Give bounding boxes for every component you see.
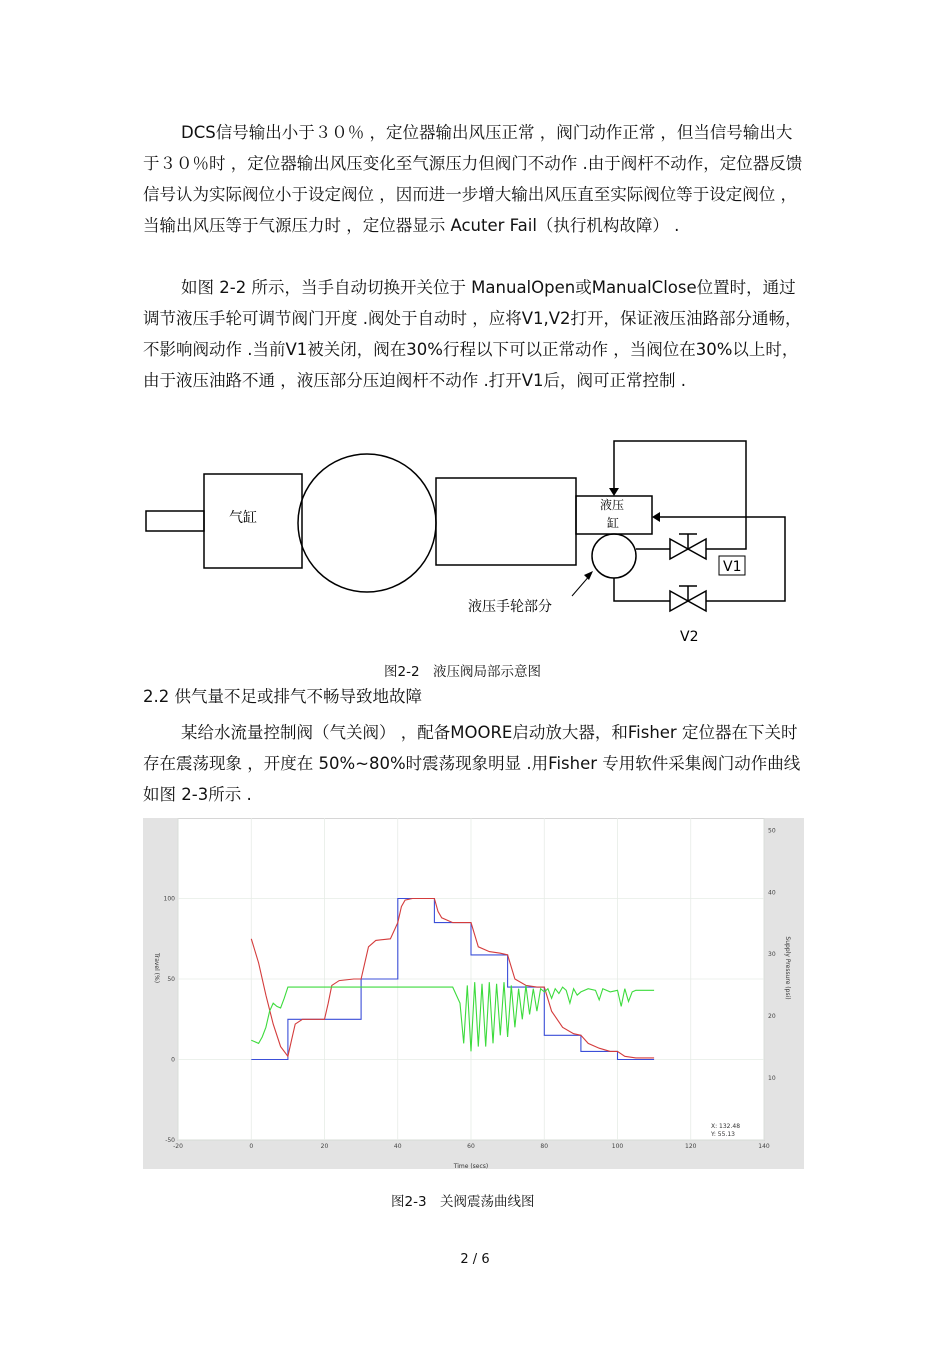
- v1-return-line: [614, 441, 746, 549]
- page-number: 2 / 6: [460, 1252, 490, 1267]
- x-axis-label: Time (secs): [453, 1163, 489, 1169]
- cylinder-label: 气缸: [229, 510, 257, 526]
- arrow-head-left: [652, 512, 660, 522]
- y2-tick-label: 30: [768, 951, 776, 959]
- figure-2-3-caption: 图2-3 关阀震荡曲线图: [391, 1194, 535, 1210]
- actuator-circle: [298, 454, 436, 592]
- paragraph-1-text: DCS信号输出小于３０％ ，定位器输出风压正常 ，阀门动作正常 ，但当信号输出大于３０％时 ，定位器输出风压变化至气源压力但阀门不动作 .由于阀杆不动作，定位器反馈信号认为实际阀位小于设定阀位 ，因而进一步增大输出风压直至实际阀位等于设定阀位 ，当输出风压等于气源压力时 ，定位器显示 Acuter Fail（执行机构故障） .: [143, 123, 803, 235]
- y-tick-label: 100: [163, 895, 175, 903]
- paragraph-3: [143, 717, 808, 810]
- x-tick-label: 140: [758, 1143, 770, 1150]
- paragraph-2-text: 如图 2-2 所示，当手自动切换开关位于 ManualOpen或ManualClose位置时，通过调节液压手轮可调节阀门开度 .阀处于自动时 ，应将V1,V2打开，保证液压油路部分通畅，不影响阀动作 .当前V1被关闭，阀在30%行程以下可以正常动作 ，当阀位在30%以上时，由于液压油路不通 ，液压部分压迫阀杆不动作 .打开V1后，阀可正常控制 .: [143, 278, 802, 390]
- hydraulic-cylinder-label-1: 液压: [600, 498, 625, 512]
- paragraph-3-text: 某给水流量控制阀（气关阀） ，配备MOORE启动放大器，和Fisher 定位器在下关时存在震荡现象 ，开度在 50%~80%时震荡现象明显 .用Fisher 专用软件采集阀门动作曲线如图 2-3所示 .: [143, 723, 801, 804]
- arrow-head-pointer: [584, 571, 593, 580]
- v2-line: [614, 578, 670, 601]
- stem-shaft: [146, 511, 204, 531]
- paragraph-2: [143, 272, 808, 396]
- x-tick-label: -20: [173, 1143, 183, 1150]
- x-tick-label: 40: [393, 1143, 402, 1150]
- valve-oscillation-chart: [143, 818, 804, 1169]
- x-tick-label: 20: [320, 1143, 329, 1150]
- arrow-head-down: [609, 488, 619, 496]
- y-axis-label: Travel (%): [153, 952, 160, 984]
- y2-tick-label: 50: [768, 827, 776, 835]
- handwheel-label: 液压手轮部分: [468, 599, 552, 615]
- y2-axis-label: Supply Pressure (psi): [784, 936, 791, 1000]
- valve-v1-symbol: [670, 539, 688, 559]
- readout-x: X: 132.48: [711, 1123, 741, 1130]
- v2-return-line: [656, 517, 785, 601]
- x-tick-label: 60: [467, 1143, 475, 1150]
- valve-v2-symbol: [670, 591, 688, 611]
- y-tick-label: 0: [171, 1056, 175, 1064]
- connector-box: [436, 478, 576, 565]
- y-tick-label: -50: [165, 1137, 175, 1144]
- readout-y: Y: 55.13: [711, 1131, 735, 1138]
- valve-v1-symbol-right: [688, 539, 706, 559]
- x-tick-label: 100: [611, 1143, 624, 1150]
- x-tick-label: 80: [540, 1143, 549, 1150]
- hydraulic-cylinder-label-2: 缸: [607, 516, 620, 530]
- v2-label: V2: [680, 629, 699, 645]
- y2-tick-label: 10: [768, 1075, 776, 1083]
- paragraph-1: [143, 117, 808, 241]
- x-tick-label: 0: [249, 1143, 254, 1150]
- hydraulic-valve-diagram: [0, 430, 950, 660]
- y2-tick-label: 20: [768, 1013, 776, 1021]
- section-heading: 2.2 供气量不足或排气不畅导致地故障: [143, 687, 422, 706]
- handwheel-pump: [592, 534, 636, 578]
- figure-2-2-caption: 图2-2 液压阀局部示意图: [384, 664, 542, 680]
- y2-tick-label: 40: [768, 889, 776, 897]
- y-tick-label: 50: [167, 976, 175, 983]
- valve-v2-symbol-right: [688, 591, 706, 611]
- v1-label: V1: [723, 559, 742, 575]
- x-tick-label: 120: [685, 1143, 697, 1150]
